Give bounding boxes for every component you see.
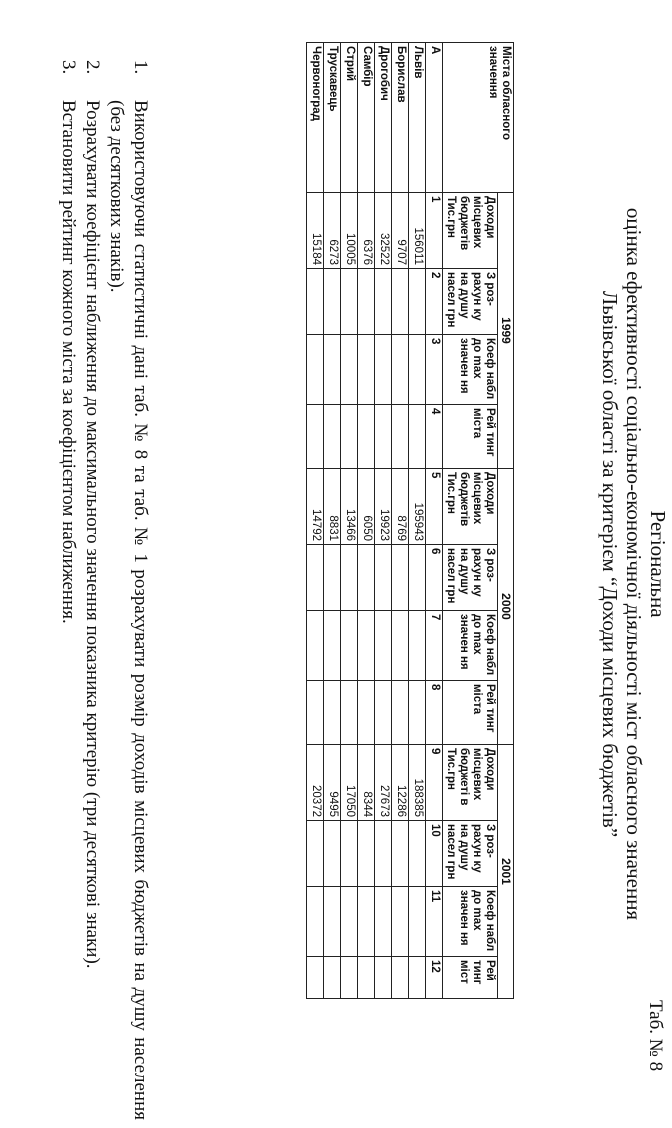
- city-name: Трускавець: [324, 43, 341, 193]
- subheader-rating-1999: Рей тинг міста: [443, 405, 498, 469]
- index-cell: 7: [426, 611, 443, 681]
- empty-cell: [324, 681, 341, 745]
- empty-cell: [392, 335, 409, 405]
- empty-cell: [375, 335, 392, 405]
- empty-cell: [375, 821, 392, 887]
- empty-cell: [324, 957, 341, 999]
- subheader-income-2000: Доходи місцевих бюджетів Тис.грн: [443, 469, 498, 545]
- empty-cell: [375, 681, 392, 745]
- empty-cell: [341, 545, 358, 611]
- empty-cell: [324, 887, 341, 957]
- empty-cell: [341, 611, 358, 681]
- subheader-coef-2000: Коеф набл до max значен ня: [443, 611, 498, 681]
- year-1999-header: 1999: [498, 193, 514, 469]
- empty-cell: [358, 957, 375, 999]
- income-2000: 8769: [392, 469, 409, 545]
- subheader-income-1999: Доходи місцевих бюджетів Тис.грн: [443, 193, 498, 269]
- index-cell: 8: [426, 681, 443, 745]
- city-name: Самбір: [358, 43, 375, 193]
- empty-cell: [358, 545, 375, 611]
- task-item: [56, 60, 80, 1120]
- index-cell: 4: [426, 405, 443, 469]
- table-row: [307, 43, 324, 999]
- index-cell: 1: [426, 193, 443, 269]
- empty-cell: [341, 821, 358, 887]
- city-name: Стрий: [341, 43, 358, 193]
- empty-cell: [409, 269, 426, 335]
- title-line-2: оцінка ефективності соціально-економічної діяльності міст обласного значення: [622, 207, 646, 921]
- income-2001: 12286: [392, 745, 409, 821]
- income-2001: 188385: [409, 745, 426, 821]
- income-2000: 8831: [324, 469, 341, 545]
- empty-cell: [392, 545, 409, 611]
- empty-cell: [307, 887, 324, 957]
- table-number: Таб. № 8: [645, 1000, 666, 1072]
- subheader-rating-2001: Рей тинг міст: [443, 957, 498, 999]
- empty-cell: [392, 681, 409, 745]
- empty-cell: [307, 821, 324, 887]
- subheader-per-capita-1999: З роз-рахун ку на душу насел грн: [443, 269, 498, 335]
- income-2001: 9495: [324, 745, 341, 821]
- empty-cell: [341, 681, 358, 745]
- income-1999: 32522: [375, 193, 392, 269]
- empty-cell: [307, 681, 324, 745]
- income-2000: 6050: [358, 469, 375, 545]
- empty-cell: [358, 269, 375, 335]
- title-line-1: Регіональна: [646, 510, 670, 618]
- empty-cell: [392, 821, 409, 887]
- subheader-per-capita-2001: З роз-рахун ку на душу насел грн: [443, 821, 498, 887]
- income-2000: 19923: [375, 469, 392, 545]
- subheader-coef-1999: Коеф набл до max значен ня: [443, 335, 498, 405]
- index-cell: 2: [426, 269, 443, 335]
- empty-cell: [358, 887, 375, 957]
- empty-cell: [341, 887, 358, 957]
- city-name: Дрогобич: [375, 43, 392, 193]
- empty-cell: [392, 405, 409, 469]
- empty-cell: [358, 681, 375, 745]
- task-number: 3.: [58, 60, 79, 75]
- empty-cell: [341, 957, 358, 999]
- index-cell: 9: [426, 745, 443, 821]
- empty-cell: [409, 611, 426, 681]
- table-row: [358, 43, 375, 999]
- index-cell: 5: [426, 469, 443, 545]
- income-2000: 195943: [409, 469, 426, 545]
- empty-cell: [375, 545, 392, 611]
- empty-cell: [375, 957, 392, 999]
- city-column-header: Міста обласного значення: [443, 43, 514, 193]
- empty-cell: [392, 611, 409, 681]
- subheader-income-2001: Доходи місцевих бюджеті в Тис.грн: [443, 745, 498, 821]
- income-1999: 6273: [324, 193, 341, 269]
- city-name: Борислав: [392, 43, 409, 193]
- task-text: Використовуючи статистичні дані таб. № 8 та таб. № 1 розрахувати розмір доходів місцевих бюджетів на душу населення (без десяткових знаків).: [106, 100, 151, 1120]
- empty-cell: [409, 821, 426, 887]
- index-cell: 10: [426, 821, 443, 887]
- empty-cell: [307, 957, 324, 999]
- empty-cell: [341, 269, 358, 335]
- task-text: Розрахувати коефіцієнт наближення до максимального значення показника критерію (три десяткові знаки).: [82, 100, 103, 969]
- empty-cell: [358, 335, 375, 405]
- empty-cell: [341, 405, 358, 469]
- empty-cell: [307, 405, 324, 469]
- index-cell: А: [426, 43, 443, 193]
- subheader-rating-2000: Рей тинг міста: [443, 681, 498, 745]
- empty-cell: [307, 611, 324, 681]
- city-name: Львів: [409, 43, 426, 193]
- empty-cell: [392, 269, 409, 335]
- empty-cell: [307, 269, 324, 335]
- empty-cell: [324, 545, 341, 611]
- empty-cell: [358, 611, 375, 681]
- empty-cell: [307, 335, 324, 405]
- empty-cell: [324, 821, 341, 887]
- empty-cell: [392, 957, 409, 999]
- income-1999: 9707: [392, 193, 409, 269]
- table-row: [341, 43, 358, 999]
- task-number: 2.: [82, 60, 103, 75]
- empty-cell: [324, 269, 341, 335]
- index-cell: 12: [426, 957, 443, 999]
- income-2001: 8344: [358, 745, 375, 821]
- empty-cell: [409, 335, 426, 405]
- empty-cell: [358, 405, 375, 469]
- subheader-coef-2001: Коеф набл до max значен ня: [443, 887, 498, 957]
- empty-cell: [324, 611, 341, 681]
- index-cell: 3: [426, 335, 443, 405]
- empty-cell: [375, 611, 392, 681]
- index-cell: 6: [426, 545, 443, 611]
- table-row: [324, 43, 341, 999]
- empty-cell: [409, 681, 426, 745]
- empty-cell: [375, 887, 392, 957]
- empty-cell: [409, 405, 426, 469]
- column-index-row: [426, 43, 443, 999]
- empty-cell: [307, 545, 324, 611]
- income-2000: 13466: [341, 469, 358, 545]
- year-2001-header: 2001: [498, 745, 514, 999]
- income-1999: 156011: [409, 193, 426, 269]
- income-1999: 10005: [341, 193, 358, 269]
- empty-cell: [358, 821, 375, 887]
- empty-cell: [375, 405, 392, 469]
- income-2001: 27673: [375, 745, 392, 821]
- empty-cell: [375, 269, 392, 335]
- income-2001: 20372: [307, 745, 324, 821]
- empty-cell: [409, 887, 426, 957]
- index-cell: 11: [426, 887, 443, 957]
- table-row: [392, 43, 409, 999]
- subheader-per-capita-2000: З роз-рахун ку на душу насел грн: [443, 545, 498, 611]
- year-2000-header: 2000: [498, 469, 514, 745]
- empty-cell: [409, 957, 426, 999]
- income-2001: 17050: [341, 745, 358, 821]
- table-row: [409, 43, 426, 999]
- empty-cell: [324, 405, 341, 469]
- task-item: [80, 60, 104, 1120]
- income-1999: 6376: [358, 193, 375, 269]
- empty-cell: [341, 335, 358, 405]
- task-item: [104, 60, 152, 1120]
- title-line-3: Львівської області за критерієм “Доходи місцевих бюджетів”: [598, 290, 622, 838]
- task-number: 1.: [130, 60, 151, 75]
- budget-table: [306, 42, 514, 999]
- empty-cell: [324, 335, 341, 405]
- income-2000: 14792: [307, 469, 324, 545]
- task-list: [56, 60, 152, 1120]
- year-header-row: [498, 43, 514, 999]
- income-1999: 15184: [307, 193, 324, 269]
- table-row: [375, 43, 392, 999]
- empty-cell: [392, 887, 409, 957]
- empty-cell: [409, 545, 426, 611]
- task-text: Встановити рейтинг кожного міста за коефіцієнтом наближення.: [58, 100, 79, 624]
- city-name: Червоноград: [307, 43, 324, 193]
